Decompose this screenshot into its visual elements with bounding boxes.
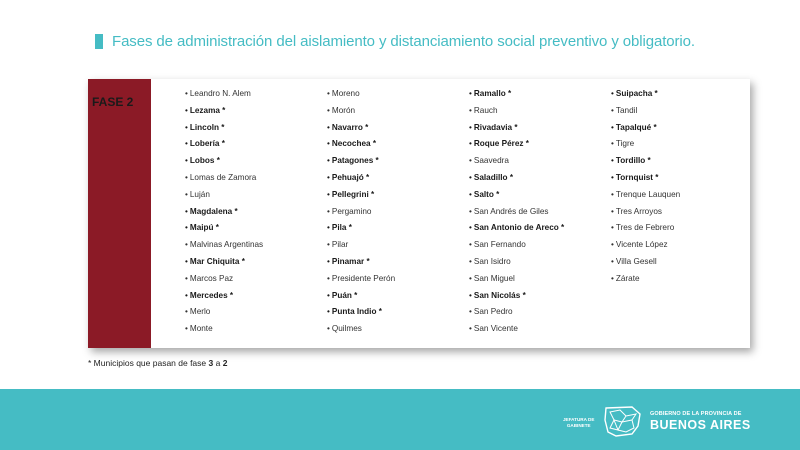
municipality-item: • Tres Arroyos <box>611 204 680 221</box>
municipality-item: • Leandro N. Alem <box>185 86 263 103</box>
municipality-item: • Lobería * <box>185 136 263 153</box>
municipality-item: • San Fernando <box>469 237 564 254</box>
footnote <box>88 358 227 368</box>
municipality-item: • Patagones * <box>327 153 395 170</box>
municipality-item: • Rivadavia * <box>469 120 564 137</box>
municipality-item: • Merlo <box>185 304 263 321</box>
jefatura-logo <box>563 417 594 429</box>
footnote-marker: * <box>88 358 92 368</box>
municipality-column-2 <box>327 86 395 338</box>
municipality-item: • Luján <box>185 187 263 204</box>
municipality-item: • Presidente Perón <box>327 271 395 288</box>
municipality-item: • San Andrés de Giles <box>469 204 564 221</box>
footnote-from-phase: 3 <box>208 358 214 368</box>
gov-logo <box>650 411 751 432</box>
municipality-item: • Navarro * <box>327 120 395 137</box>
municipality-item: • Tandil <box>611 103 680 120</box>
municipality-item: • Tordillo * <box>611 153 680 170</box>
municipality-item: • Marcos Paz <box>185 271 263 288</box>
municipality-item: • Villa Gesell <box>611 254 680 271</box>
municipality-item: • Mercedes * <box>185 288 263 305</box>
municipality-item: • Rauch <box>469 103 564 120</box>
municipality-item: • Roque Pérez * <box>469 136 564 153</box>
municipality-item: • Pilar <box>327 237 395 254</box>
jefatura-line-2: GABINETE <box>566 423 591 428</box>
municipality-item: • San Antonio de Areco * <box>469 220 564 237</box>
municipality-item: • Lezama * <box>185 103 263 120</box>
municipality-item: • Saladillo * <box>469 170 564 187</box>
municipality-item: • Pila * <box>327 220 395 237</box>
municipality-item: • Lincoln * <box>185 120 263 137</box>
municipality-item: • Vicente López <box>611 237 680 254</box>
gov-line-1: GOBIERNO DE LA PROVINCIA DE <box>650 411 742 417</box>
municipality-item: • Tres de Febrero <box>611 220 680 237</box>
municipality-item: • Tigre <box>611 136 680 153</box>
phase-card <box>88 79 750 348</box>
municipality-item: • Moreno <box>327 86 395 103</box>
municipality-item: • San Vicente <box>469 321 564 338</box>
municipality-item: • Ramallo * <box>469 86 564 103</box>
municipality-item: • Puán * <box>327 288 395 305</box>
municipality-item: • San Isidro <box>469 254 564 271</box>
municipality-item: • San Pedro <box>469 304 564 321</box>
footnote-text: Municipios que pasan de fase <box>91 358 209 368</box>
phase-strip <box>88 79 151 348</box>
municipality-item: • Lomas de Zamora <box>185 170 263 187</box>
municipality-item: • Tornquist * <box>611 170 680 187</box>
footnote-joiner: a <box>213 358 223 368</box>
municipality-item: • Saavedra <box>469 153 564 170</box>
municipality-item: • Tapalqué * <box>611 120 680 137</box>
page-header <box>95 30 695 52</box>
municipality-item: • Morón <box>327 103 395 120</box>
municipality-item: • Malvinas Argentinas <box>185 237 263 254</box>
municipality-item: • San Miguel <box>469 271 564 288</box>
municipality-item: • Pellegrini * <box>327 187 395 204</box>
municipality-item: • Punta Indio * <box>327 304 395 321</box>
footer-band <box>0 389 800 450</box>
municipality-item: • Pergamino <box>327 204 395 221</box>
municipality-column-1 <box>185 86 263 338</box>
municipality-item: • Mar Chiquita * <box>185 254 263 271</box>
municipality-item: • Zárate <box>611 271 680 288</box>
municipality-item: • Salto * <box>469 187 564 204</box>
municipality-column-3 <box>469 86 564 338</box>
municipality-item: • Magdalena * <box>185 204 263 221</box>
jefatura-line-1: JEFATURA DE <box>563 417 595 422</box>
municipality-item: • Quilmes <box>327 321 395 338</box>
municipality-item: • Pinamar * <box>327 254 395 271</box>
municipality-item: • Necochea * <box>327 136 395 153</box>
municipality-column-4 <box>611 86 680 288</box>
municipality-item: • San Nicolás * <box>469 288 564 305</box>
municipality-item: • Monte <box>185 321 263 338</box>
municipality-item: • Suipacha * <box>611 86 680 103</box>
phase-label: FASE 2 <box>92 95 134 109</box>
municipality-item: • Pehuajó * <box>327 170 395 187</box>
footnote-to-phase: 2 <box>222 358 228 368</box>
gov-line-2: BUENOS AIRES <box>650 418 751 432</box>
title-marker <box>95 34 103 49</box>
municipality-item: • Maipú * <box>185 220 263 237</box>
page-title: Fases de administración del aislamiento y distanciamiento social preventivo y obligatorio. <box>112 32 695 50</box>
municipality-item: • Lobos * <box>185 153 263 170</box>
province-emblem-icon <box>602 404 644 438</box>
municipality-item: • Trenque Lauquen <box>611 187 680 204</box>
